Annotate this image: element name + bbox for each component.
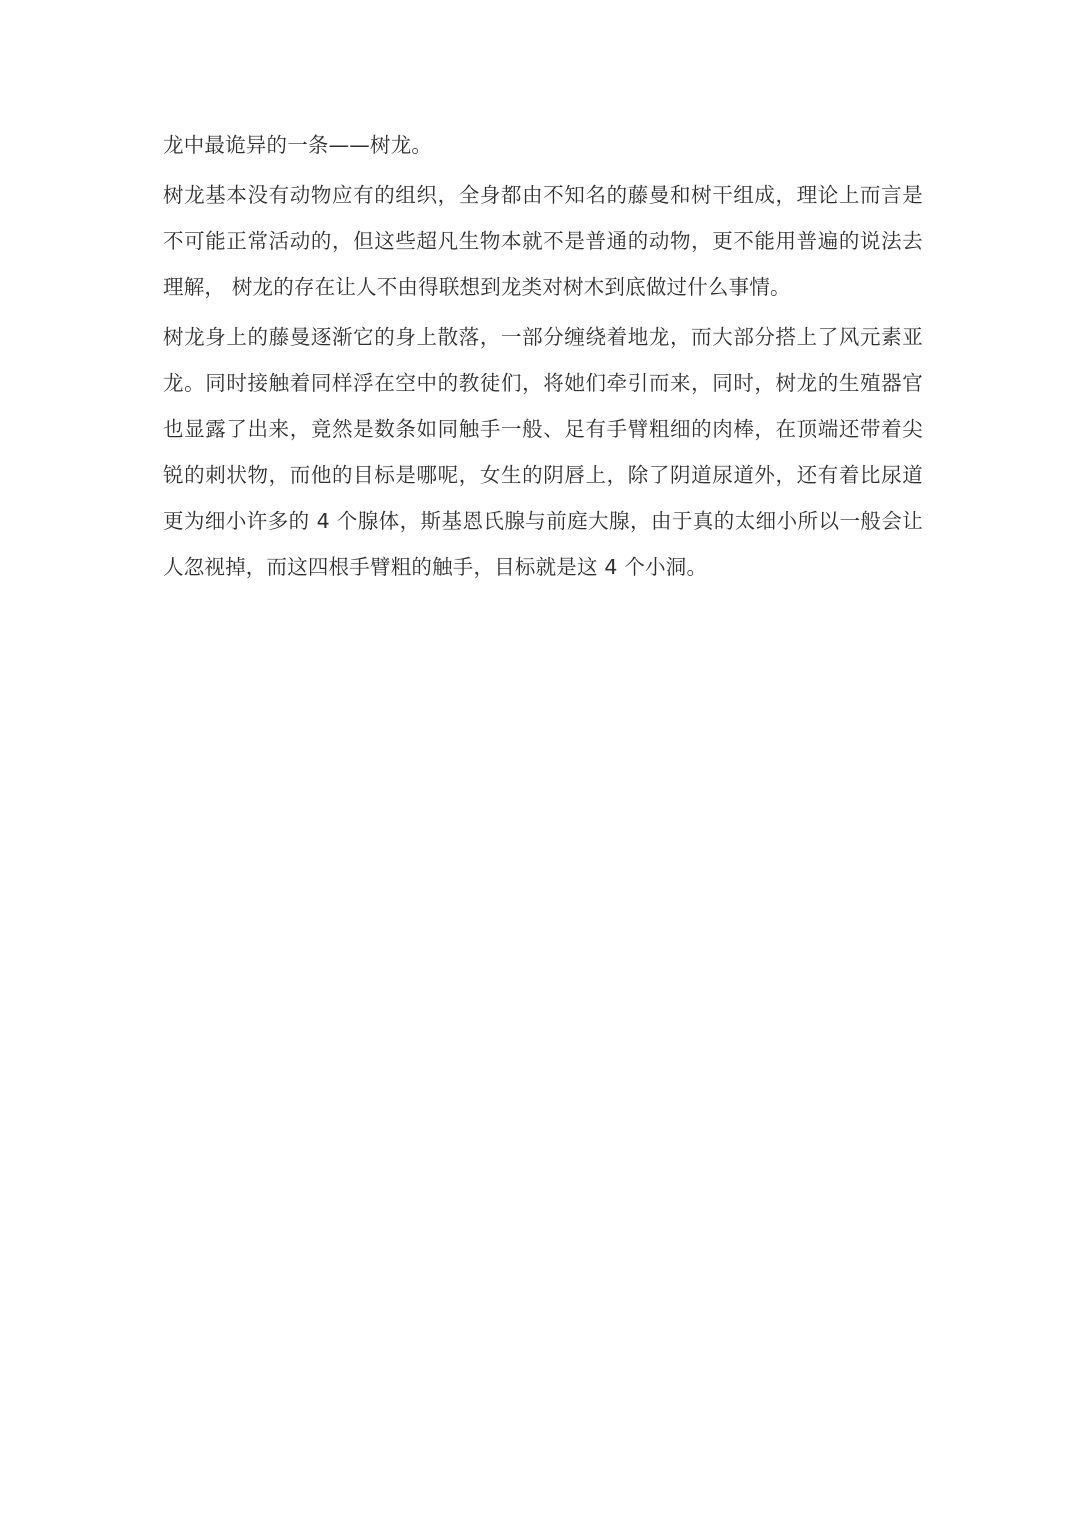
paragraph: 树龙基本没有动物应有的组织，全身都由不知名的藤曼和树干组成，理论上而言是不可能正常活动的，但这些超凡生物本就不是普通的动物，更不能用普遍的说法去理解， 树龙的存在让人不由得联想到龙类对树木到底做过什么事情。 [163,183,923,299]
paragraph: 树龙身上的藤曼逐渐它的身上散落，一部分缠绕着地龙，而大部分搭上了风元素亚龙。同时接触着同样浮在空中的教徒们，将她们牵引而来，同时，树龙的生殖器官也显露了出来，竟然是数条如同触手一般、足有手臂粗细的肉棒，在顶端还带着尖锐的刺状物，而他的目标是哪呢，女生的阴唇上，除了阴道尿道外，还有着比尿道更为细小许多的 4 个腺体，斯基恩氏腺与前庭大腺，由于真的太细小所以一般会让人忽视掉，而这四根手臂粗的触手，目标就是这 4 个小洞。 [163,325,923,579]
document-body [163,122,923,590]
paragraph: 龙中最诡异的一条——树龙。 [163,133,433,157]
